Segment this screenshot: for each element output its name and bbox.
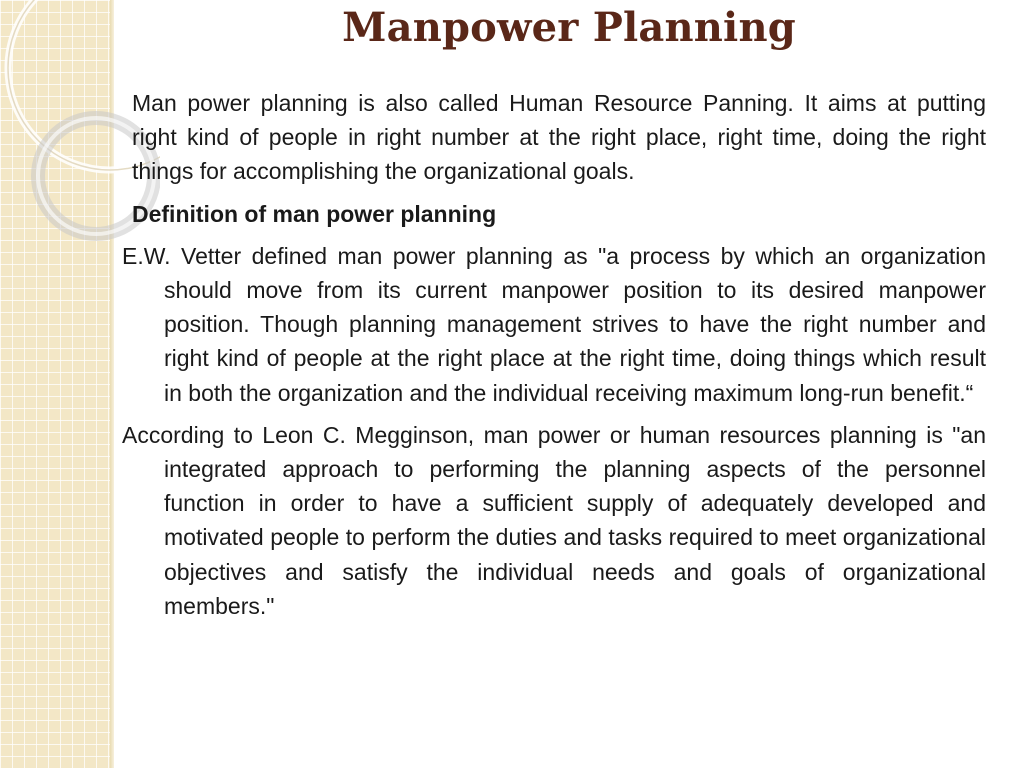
slide-content [122,86,986,623]
page-title: Manpower Planning [342,4,796,51]
intro-paragraph: Man power planning is also called Human Resource Panning. It aims at putting right kind of people in right number at the right place, right time, doing the right things for accomplishing the organizational goals. [132,90,986,185]
definition-heading: Definition of man power planning [132,200,497,227]
definition-megginson: According to Leon C. Megginson, man power or human resources planning is "an integrated approach to performing the planning aspects of the personnel function in order to have a sufficient supply of adequately developed and motivated people to perform the duties and tasks required to meet organizational objectives and satisfy the individual needs and goals of organizational members." [122,421,986,619]
definition-vetter: E.W. Vetter defined man power planning as "a process by which an organization should move from its current manpower position to its desired manpower position. Though planning management strives to have the right number and right kind of people at the right place at the right time, doing things which result in both the organization and the individual receiving maximum long-run benefit.“ [122,242,986,406]
